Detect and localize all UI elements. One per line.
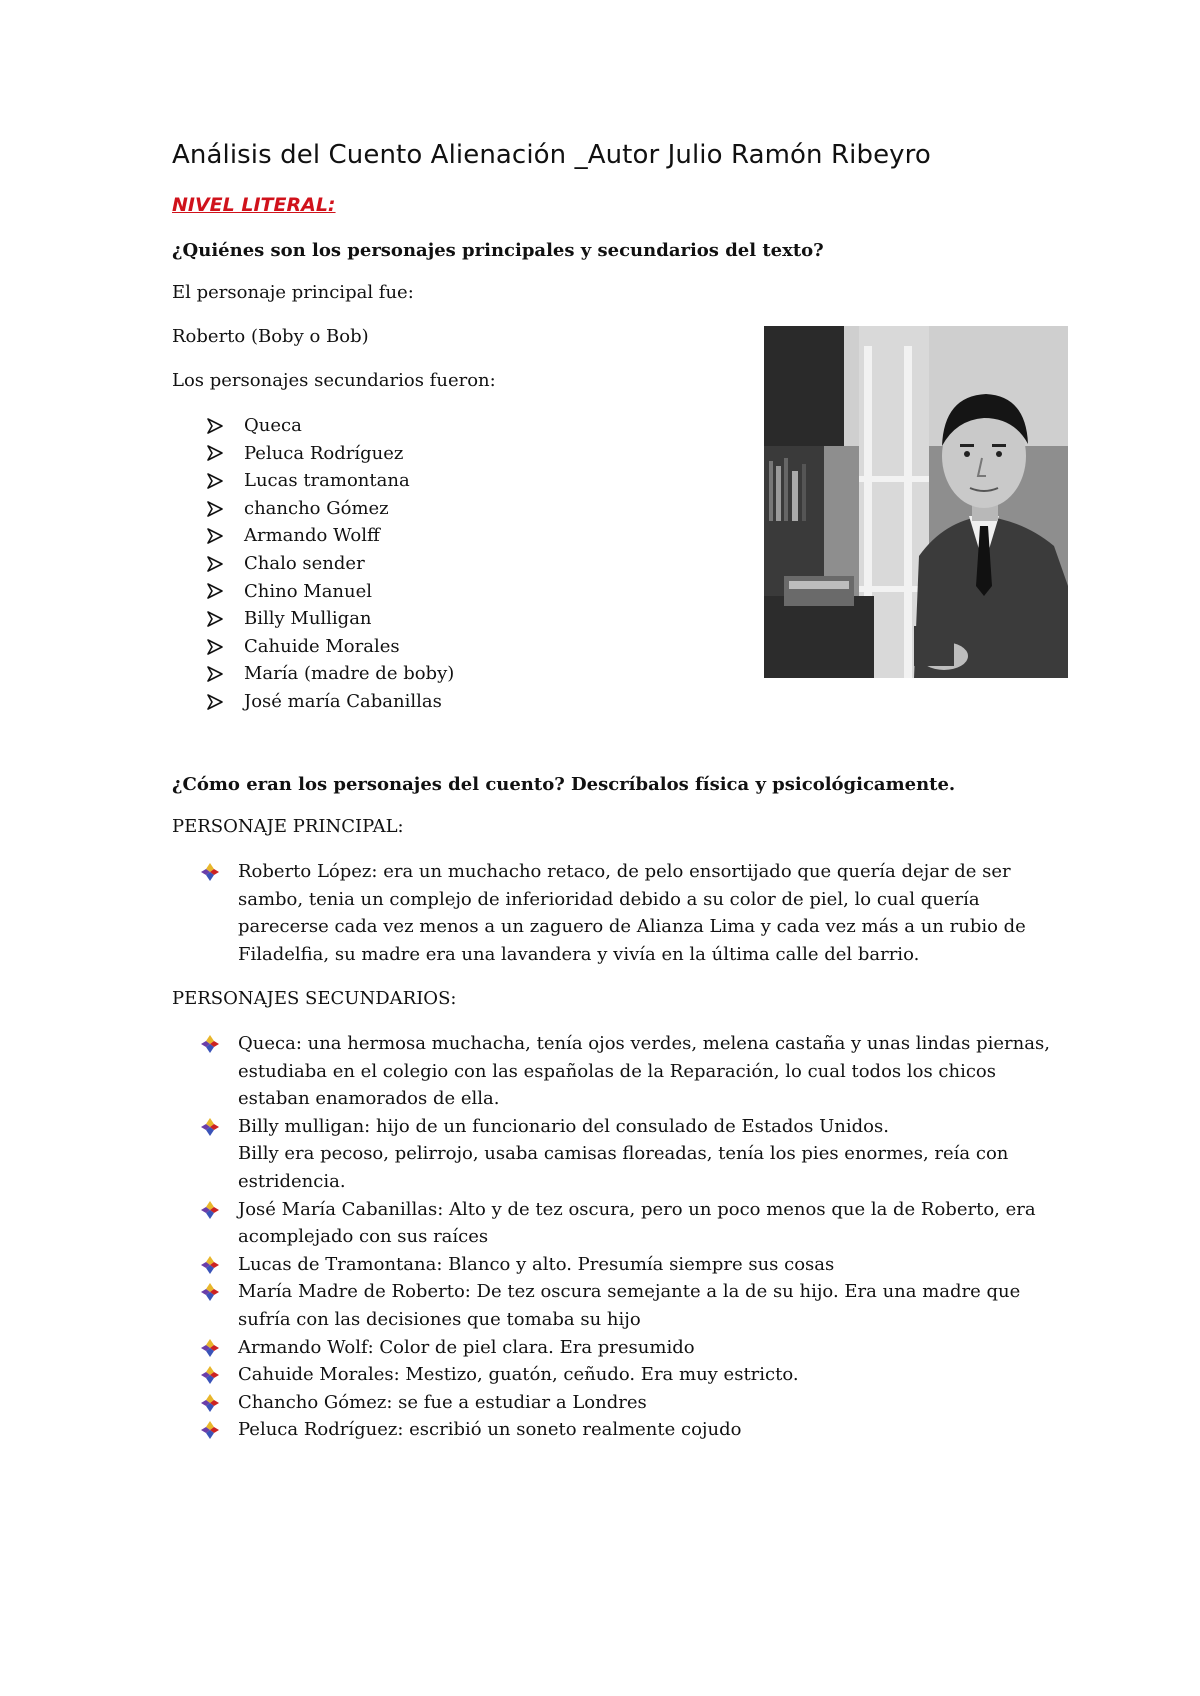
arrowhead-bullet-icon	[206, 665, 224, 683]
personaje-principal-heading: PERSONAJE PRINCIPAL:	[172, 816, 404, 837]
secundario-list-item	[206, 550, 454, 578]
secundario-desc-text: Armando Wolf: Color de piel clara. Era presumido	[238, 1336, 695, 1358]
secundario-desc-text: Billy mulligan: hijo de un funcionario del consulado de Estados Unidos.	[238, 1115, 889, 1137]
personajes-secundarios-heading: PERSONAJES SECUNDARIOS:	[172, 988, 457, 1009]
secundario-desc-text: Queca: una hermosa muchacha, tenía ojos verdes, melena castaña y unas lindas piernas, estudiaba en el colegio con las españolas de la Reparación, lo cual todos los chicos estaban enamorados de ella.	[238, 1033, 1050, 1110]
arrowhead-bullet-icon	[206, 582, 224, 600]
secundario-desc-item	[200, 1113, 1060, 1196]
secundario-list-item	[206, 688, 454, 716]
secundario-desc-text: María Madre de Roberto: De tez oscura semejante a la de su hijo. Era una madre que sufría con las decisiones que tomaba su hijo	[238, 1281, 1021, 1330]
question-2: ¿Cómo eran los personajes del cuento? Descríbalos física y psicológicamente.	[172, 774, 956, 795]
arrowhead-bullet-icon	[206, 693, 224, 711]
question-1: ¿Quiénes son los personajes principales y secundarios del texto?	[172, 240, 824, 261]
secundario-list-item	[206, 495, 454, 523]
four-color-arrow-bullet-icon	[200, 1365, 220, 1385]
secundario-name: Lucas tramontana	[244, 470, 410, 492]
secundario-desc-item	[200, 1196, 1060, 1251]
secundario-desc-item	[200, 1030, 1060, 1113]
secundario-list-item	[206, 578, 454, 606]
secundario-name: María (madre de boby)	[244, 663, 455, 685]
four-color-arrow-bullet-icon	[200, 1420, 220, 1440]
secundario-name: Billy Mulligan	[244, 608, 372, 630]
secundario-list-item	[206, 440, 454, 468]
arrowhead-bullet-icon	[206, 472, 224, 490]
arrowhead-bullet-icon	[206, 500, 224, 518]
secundario-list-item	[206, 660, 454, 688]
secundario-name: José maría Cabanillas	[244, 690, 442, 712]
secundario-desc-text: Peluca Rodríguez: escribió un soneto realmente cojudo	[238, 1419, 742, 1441]
secundario-desc-item	[200, 1278, 1060, 1333]
secundario-desc-item	[200, 1334, 1060, 1362]
secundario-name: Cahuide Morales	[244, 635, 400, 657]
four-color-arrow-bullet-icon	[200, 1282, 220, 1302]
secundario-desc-item	[200, 1361, 1060, 1389]
arrowhead-bullet-icon	[206, 527, 224, 545]
arrowhead-bullet-icon	[206, 555, 224, 573]
arrowhead-bullet-icon	[206, 417, 224, 435]
secundario-list-item	[206, 522, 454, 550]
secundario-name: chancho Gómez	[244, 497, 389, 519]
secundario-list-item	[206, 467, 454, 495]
principal-name: Roberto (Boby o Bob)	[172, 326, 369, 347]
four-color-arrow-bullet-icon	[200, 1255, 220, 1275]
principal-desc-item	[200, 858, 1060, 968]
secundario-list-item	[206, 633, 454, 661]
arrowhead-bullet-icon	[206, 638, 224, 656]
document-title: Análisis del Cuento Alienación _Autor Julio Ramón Ribeyro	[172, 140, 931, 170]
principal-label: El personaje principal fue:	[172, 282, 414, 303]
secundario-list-item	[206, 412, 454, 440]
secundarios-desc-list	[200, 1030, 1060, 1444]
secundario-desc-text: José María Cabanillas: Alto y de tez oscura, pero un poco menos que la de Roberto, era acomplejado con sus raíces	[238, 1198, 1036, 1248]
arrowhead-bullet-icon	[206, 610, 224, 628]
secundario-name: Armando Wolff	[244, 525, 380, 547]
secundario-name: Chalo sender	[244, 552, 365, 574]
author-portrait-photo	[764, 326, 1068, 678]
principal-desc-list	[200, 858, 1060, 968]
secundario-desc-text: Lucas de Tramontana: Blanco y alto. Presumía siempre sus cosas	[238, 1253, 835, 1275]
secundario-list-item	[206, 605, 454, 633]
secundario-desc-item	[200, 1416, 1060, 1444]
secundario-name: Peluca Rodríguez	[244, 442, 404, 464]
principal-desc-text: Roberto López: era un muchacho retaco, de pelo ensortijado que quería dejar de ser sambo, tenia un complejo de inferioridad debido a su color de piel, lo cual quería parecerse cada vez menos a un zaguero de Alianza Lima y cada vez más a un rubio de Filadelfia, su madre era una lavandera y vivía en la última calle del barrio.	[238, 861, 1026, 965]
four-color-arrow-bullet-icon	[200, 1393, 220, 1413]
secundario-name: Queca	[244, 415, 302, 436]
secundario-desc-text: Chancho Gómez: se fue a estudiar a Londres	[238, 1391, 647, 1413]
secundario-name: Chino Manuel	[244, 580, 373, 602]
four-color-arrow-bullet-icon	[200, 1200, 220, 1220]
four-color-arrow-bullet-icon	[200, 1338, 220, 1358]
secundario-desc-text: Cahuide Morales: Mestizo, guatón, ceñudo. Era muy estricto.	[238, 1364, 799, 1386]
secundario-desc-text-continued: Billy era pecoso, pelirrojo, usaba camisas floreadas, tenía los pies enormes, reía con estridencia.	[238, 1143, 1009, 1192]
four-color-arrow-bullet-icon	[200, 862, 220, 882]
nivel-literal-heading: NIVEL LITERAL:	[172, 194, 336, 216]
four-color-arrow-bullet-icon	[200, 1117, 220, 1137]
secundarios-list	[206, 412, 454, 716]
four-color-arrow-bullet-icon	[200, 1034, 220, 1054]
secundario-desc-item	[200, 1251, 1060, 1279]
secundario-desc-item	[200, 1389, 1060, 1417]
secundarios-label: Los personajes secundarios fueron:	[172, 370, 496, 391]
arrowhead-bullet-icon	[206, 444, 224, 462]
